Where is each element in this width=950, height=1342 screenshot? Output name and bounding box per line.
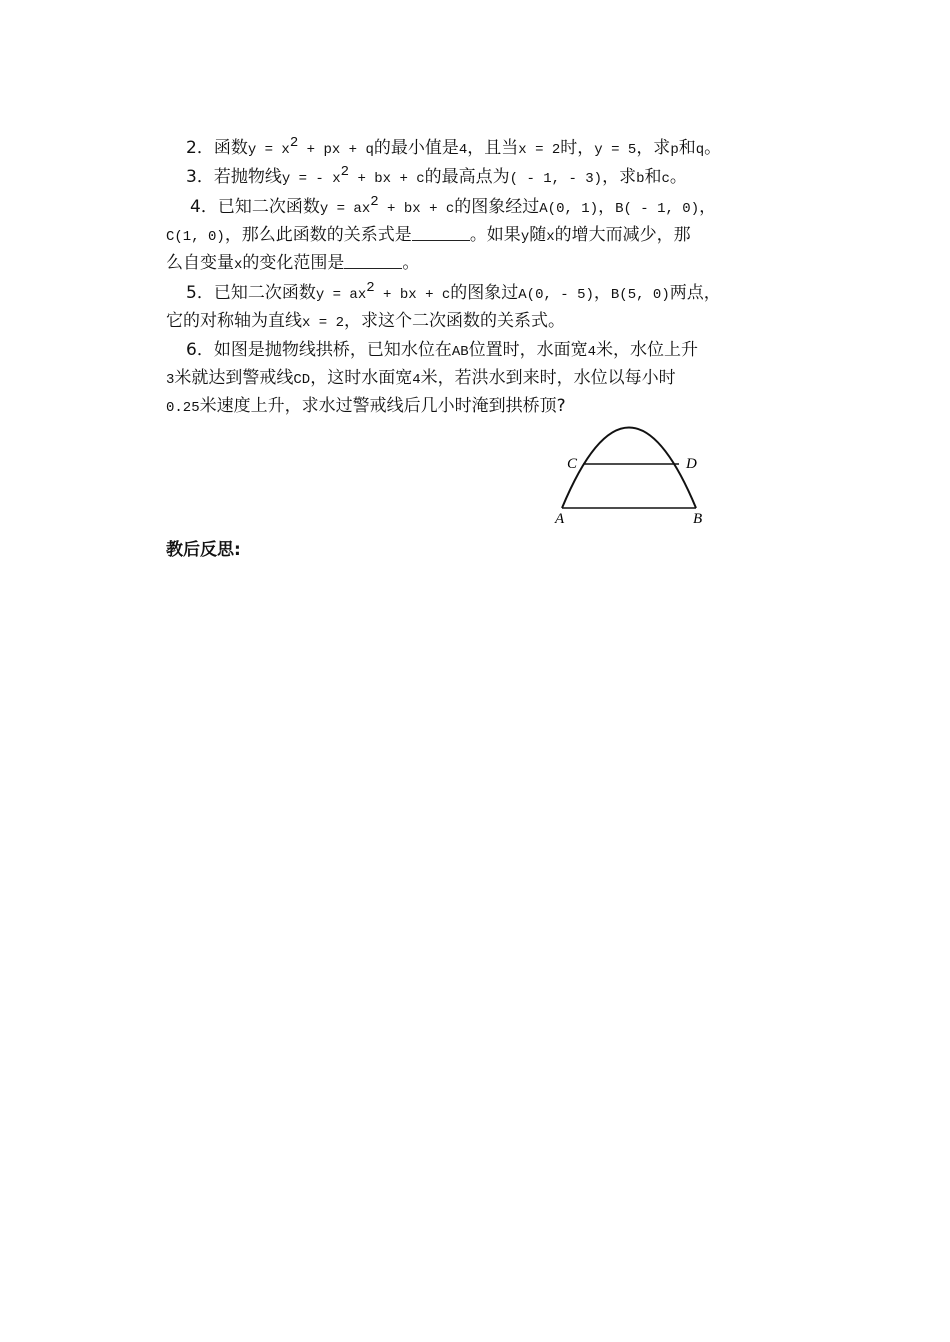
math: x = 2 [302,315,345,331]
text: 随 [529,225,547,245]
exponent: 2 [289,135,299,151]
text: 的最高点为 [424,167,510,187]
text: 的图象经过 [454,197,540,217]
text: 米，若洪水到来时，水位以每小时 [420,368,676,388]
math: 0.25 [166,400,200,416]
text: ， [699,197,717,217]
arch-bridge-figure [550,420,720,530]
math: p [670,142,679,158]
reflection-heading: 教后反思: [166,540,241,560]
text: 已知二次函数 [217,197,320,217]
text: 米，水位上升 [596,340,699,360]
problem-2 [186,135,721,163]
text: ，求这个二次函数的关系式。 [344,311,566,331]
text: 函数 [213,138,248,158]
problem-5-line-2 [166,308,565,336]
text: 的增大而减少，那 [554,225,691,245]
text: ，且当 [467,138,519,158]
text: 和 [644,167,662,187]
problem-6-line-1 [186,337,698,365]
math: + bx + c [378,201,455,217]
math: q [695,142,705,158]
math: y = 5 [594,142,637,158]
math: y = ax [315,287,367,303]
label-a: A [555,511,565,527]
text: 米就达到警戒线 [174,368,294,388]
text: 。 [402,253,420,273]
math: y = ax [319,201,371,217]
text: 米速度上升，求水过警戒线后几小时淹到拱桥顶? [199,396,566,416]
text: 的变化范围是 [242,253,345,273]
text: 已知二次函数 [213,283,316,303]
problem-number: 4． [190,197,218,217]
math: y = - x [281,171,341,187]
problem-number: 3． [186,167,214,187]
math: + bx + c [349,171,425,187]
problem-6-line-2 [166,365,676,393]
math: x = 2 [518,142,561,158]
problem-number: 5． [186,283,214,303]
text: 位置时，水面宽 [468,340,588,360]
math: y = x [247,142,290,158]
math: B(5, 0) [610,287,670,303]
math: x [234,257,243,273]
math: C(1, 0) [166,229,225,245]
math: x [546,229,555,245]
math: B( - 1, 0) [615,201,700,217]
problem-number: 2． [186,138,214,158]
math: + bx + c [374,287,451,303]
problem-4-line-2 [166,222,691,250]
problem-number: 6． [186,340,214,360]
text: 么自变量 [166,253,234,273]
text: 和 [678,138,696,158]
math: 4 [412,372,421,388]
label-c: C [567,456,578,472]
text: ，求 [636,138,671,158]
math: A(0, - 5) [518,287,594,303]
text: ， [598,197,616,217]
text: 若抛物线 [213,167,282,187]
math: b [636,171,645,187]
math: y [520,229,530,245]
exponent: 2 [340,164,350,180]
answer-blank[interactable] [412,226,470,241]
problem-3 [186,164,687,192]
text: 它的对称轴为直线 [166,311,302,331]
math: 4 [458,142,468,158]
text: 。 [704,138,722,158]
math: 3 [166,372,175,388]
math: 4 [587,344,597,360]
problem-4-line-1 [190,194,716,222]
text: 。如果 [469,225,521,245]
text: 的图象过 [450,283,519,303]
answer-blank[interactable] [344,254,402,269]
math: CD [293,372,311,388]
math: c [661,171,670,187]
text: 。 [669,167,687,187]
math: ( - 1, - 3) [509,171,603,187]
text: 如图是抛物线拱桥，已知水位在 [213,340,452,360]
text: ，求 [602,167,637,187]
math: AB [451,344,469,360]
exponent: 2 [370,194,379,210]
math: + px + q [298,142,374,158]
label-d: D [686,456,697,472]
text: ，那么此函数的关系式是 [224,225,412,245]
exponent: 2 [366,280,375,296]
problem-4-line-3 [166,250,419,278]
math: A(0, 1) [539,201,599,217]
text: 时， [560,138,595,158]
problem-5-line-1 [186,280,721,308]
parabola-arch [562,428,696,509]
text: 的最小值是 [373,138,459,158]
text: 两点， [669,283,721,303]
text: ， [593,283,611,303]
label-b: B [693,511,703,527]
problem-6-line-3 [166,393,566,421]
text: ，这时水面宽 [310,368,413,388]
